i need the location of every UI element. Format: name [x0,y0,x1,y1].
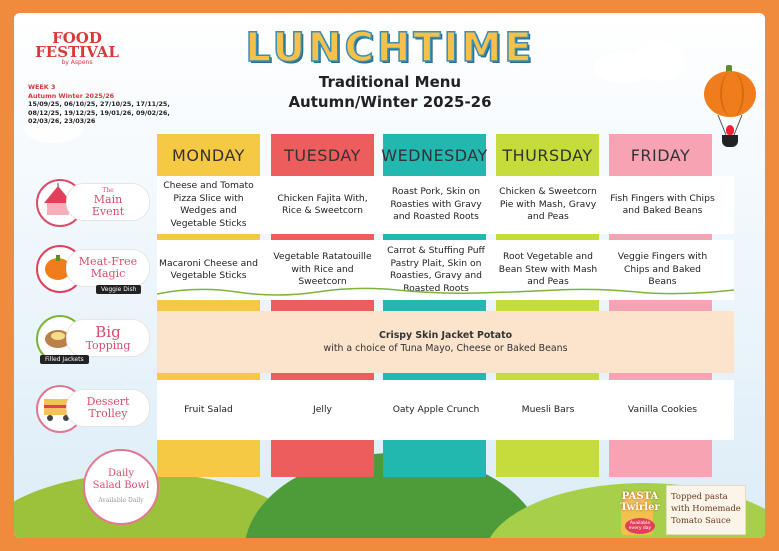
basket-icon [722,135,738,147]
pumpkin-balloon-icon [704,71,756,117]
brand-logo [22,31,132,66]
topped-pasta-note [666,485,746,535]
poster-canvas [14,13,765,538]
meat-free-row [157,240,734,300]
jacket-subtitle: with a choice of Tuna Mayo, Cheese or Baked Beans [323,343,568,354]
page-title: LUNCHTIME [245,25,535,71]
main-event-row [157,176,734,234]
jacket-potato-cell [157,311,734,373]
dessert-tuesday: Jelly [313,403,332,415]
dessert-label [36,385,156,431]
label-big: Big [95,322,121,341]
salad-line2: Salad Bowl [92,479,150,491]
label-dessert: Dessert [86,395,130,408]
brand-line1: FOOD [52,29,102,47]
topped-line2: with Homemade [671,503,741,513]
week-dates: 15/09/25, 06/10/25, 27/10/25, 17/11/25, 08/12/25, 19/12/25, 19/01/26, 09/02/26, 02/03/26, 23/03/26 [28,100,170,126]
brand-line2: FESTIVAL [35,43,119,61]
big-topping-row [157,311,734,373]
label-the: The [102,186,114,194]
brand-line3: by Aspens [61,59,93,66]
meat-free-label [36,245,156,291]
veggie-friday: Veggie Fingers with Chips and Baked Beans [617,251,708,288]
week-info [28,83,178,126]
flame-icon [726,125,734,135]
dessert-row [157,380,734,440]
pasta-availability-badge: Available every day [625,518,655,534]
veggie-dish-tag: Veggie Dish [96,285,141,294]
pasta-line1: PASTA [621,491,659,502]
label-topping: Topping [85,338,131,352]
filled-jackets-tag: Filled Jackets [40,355,89,364]
veggie-wednesday: Carrot & Stuffing Puff Pastry Plait, Skin on Roasties, Gravy and Roasted Roots [387,245,485,294]
day-header: FRIDAY [609,134,712,176]
week-season: Autumn Winter 2025/26 [28,91,115,100]
label-event: Event [91,204,125,218]
main-thursday: Chicken & Sweetcorn Pie with Mash, Gravy and Peas [499,186,597,223]
topped-line1: Topped pasta [671,491,728,501]
big-topping-label [36,315,156,361]
vine-decoration [157,284,734,298]
main-friday: Fish Fingers with Chips and Baked Beans [610,192,715,216]
dessert-thursday: Muesli Bars [521,403,575,415]
day-header: THURSDAY [496,134,599,176]
topped-line3: Tomato Sauce [671,515,731,525]
salad-note: Available Daily [98,496,144,504]
dessert-monday: Fruit Salad [184,403,233,415]
dessert-wednesday: Oaty Apple Crunch [392,403,480,415]
label-magic: Magic [90,267,126,280]
big-topping-pill [66,319,150,357]
main-event-pill [66,183,150,221]
salad-line1: Daily [107,467,135,479]
main-event-label [36,179,156,225]
week-label: WEEK 3 [28,83,56,91]
cloud-decoration [634,41,684,81]
day-header: WEDNESDAY [383,134,486,176]
day-header: MONDAY [157,134,260,176]
label-meat-free: Meat-Free [78,255,138,268]
dessert-pill [66,389,150,427]
season-subtitle: Autumn/Winter 2025-26 [288,93,492,111]
main-tuesday: Chicken Fajita With, Rice & Sweetcorn [277,192,368,216]
label-main: Main [93,192,123,206]
veggie-monday: Macaroni Cheese and Vegetable Sticks [159,257,258,281]
pasta-twirler-title [616,491,664,513]
pasta-line2: Twirler [620,502,660,513]
jacket-title: Crispy Skin Jacket Potato [378,330,513,341]
menu-subtitle: Traditional Menu [318,73,462,91]
salad-bowl-badge [83,449,159,525]
veggie-thursday: Root Vegetable and Bean Stew with Mash and Peas [498,251,598,288]
veggie-tuesday: Vegetable Ratatouille with Rice and Sweetcorn [273,251,372,288]
meat-free-pill [66,249,150,287]
dessert-friday: Vanilla Cookies [627,403,698,415]
day-header: TUESDAY [271,134,374,176]
main-monday: Cheese and Tomato Pizza Slice with Wedges and Vegetable Sticks [163,180,254,229]
main-wednesday: Roast Pork, Skin on Roasties with Gravy and Roasted Roots [390,186,482,223]
label-trolley: Trolley [88,407,128,420]
